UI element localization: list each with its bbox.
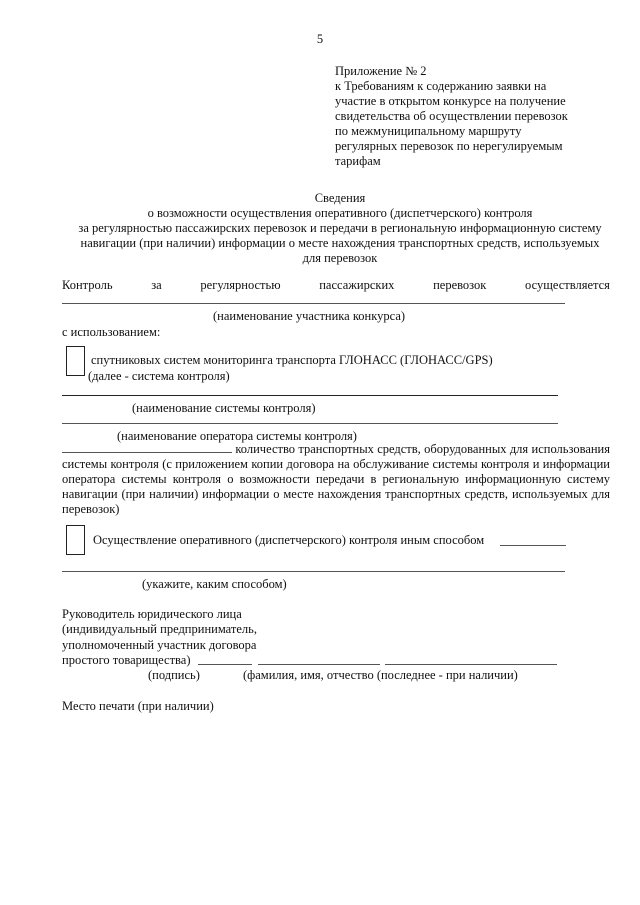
head-label-line: простого товарищества) [62, 653, 191, 667]
system-name-field[interactable] [62, 395, 558, 396]
system-name-caption: (наименование системы контроля) [132, 401, 316, 415]
control-word: перевозок [433, 278, 487, 292]
control-word: пассажирских [319, 278, 395, 292]
appendix-line: свидетельства об осуществлении перевозок [335, 109, 568, 123]
title-line: за регулярностью пассажирских перевозок и передачи в региональную информационную систему [78, 221, 602, 235]
appendix-header [335, 64, 615, 169]
name-field-part[interactable] [385, 664, 557, 665]
appendix-line: регулярных перевозок по нерегулируемым [335, 139, 563, 153]
appendix-line: по межмуниципальному маршруту [335, 124, 522, 138]
vehicles-paragraph [62, 441, 610, 517]
participant-name-field[interactable] [62, 303, 565, 304]
appendix-line: к Требованиям к содержанию заявки на [335, 79, 547, 93]
appendix-line: участие в открытом конкурсе на получение [335, 94, 566, 108]
stamp-label: Место печати (при наличии) [62, 699, 214, 713]
appendix-line: тарифам [335, 154, 381, 168]
appendix-line: Приложение № 2 [335, 64, 427, 78]
signature-field[interactable] [198, 664, 252, 665]
participant-name-caption: (наименование участника конкурса) [213, 309, 406, 323]
method-description-caption: (укажите, каким способом) [142, 577, 287, 591]
glonass-option-text: спутниковых систем мониторинга транспорта ГЛОНАСС (ГЛОНАСС/GPS) [91, 353, 493, 367]
title-line: для перевозок [302, 251, 378, 265]
operator-name-caption: (наименование оператора системы контроля) [117, 429, 357, 443]
signature-caption: (подпись) [148, 668, 200, 682]
control-word: Контроль [62, 278, 113, 292]
glonass-option-note: (далее - система контроля) [88, 369, 230, 383]
with-use-label: с использованием: [62, 325, 161, 339]
control-word: регулярностью [200, 278, 281, 292]
other-method-checkbox[interactable] [66, 525, 85, 555]
vehicle-count-field[interactable] [62, 441, 232, 453]
document-title [40, 191, 640, 266]
control-word: осуществляется [525, 278, 610, 292]
head-label-line: уполномоченный участник договора [62, 638, 257, 652]
control-statement [62, 278, 610, 293]
title-line: навигации (при наличии) информации о месте нахождения транспортных средств, используемых [80, 236, 600, 250]
name-field-part[interactable] [258, 664, 380, 665]
other-method-text: Осуществление оперативного (диспетчерского) контроля иным способом [93, 533, 485, 547]
title-line: Сведения [314, 191, 366, 205]
other-method-field[interactable] [500, 545, 566, 546]
head-label-line: Руководитель юридического лица [62, 607, 242, 621]
full-name-caption: (фамилия, имя, отчество (последнее - при наличии) [243, 668, 518, 682]
glonass-checkbox[interactable] [66, 346, 85, 376]
head-label-line: (индивидуальный предприниматель, [62, 622, 257, 636]
page-number: 5 [316, 32, 324, 46]
control-word: за [151, 278, 162, 292]
title-line: о возможности осуществления оперативного (диспетчерского) контроля [147, 206, 533, 220]
operator-name-field[interactable] [62, 423, 558, 424]
method-description-field[interactable] [62, 571, 565, 572]
vehicles-paragraph-text: количество транспортных средств, оборудованных для использования системы контроля (с приложением копии договора на обслуживание системы контроля и информации оператора системы контроля о возможности передачи в региональную информационную систему навигации (при наличии) информации о месте нахождения транспортных средств, используемых для перевозок) [62, 442, 610, 516]
